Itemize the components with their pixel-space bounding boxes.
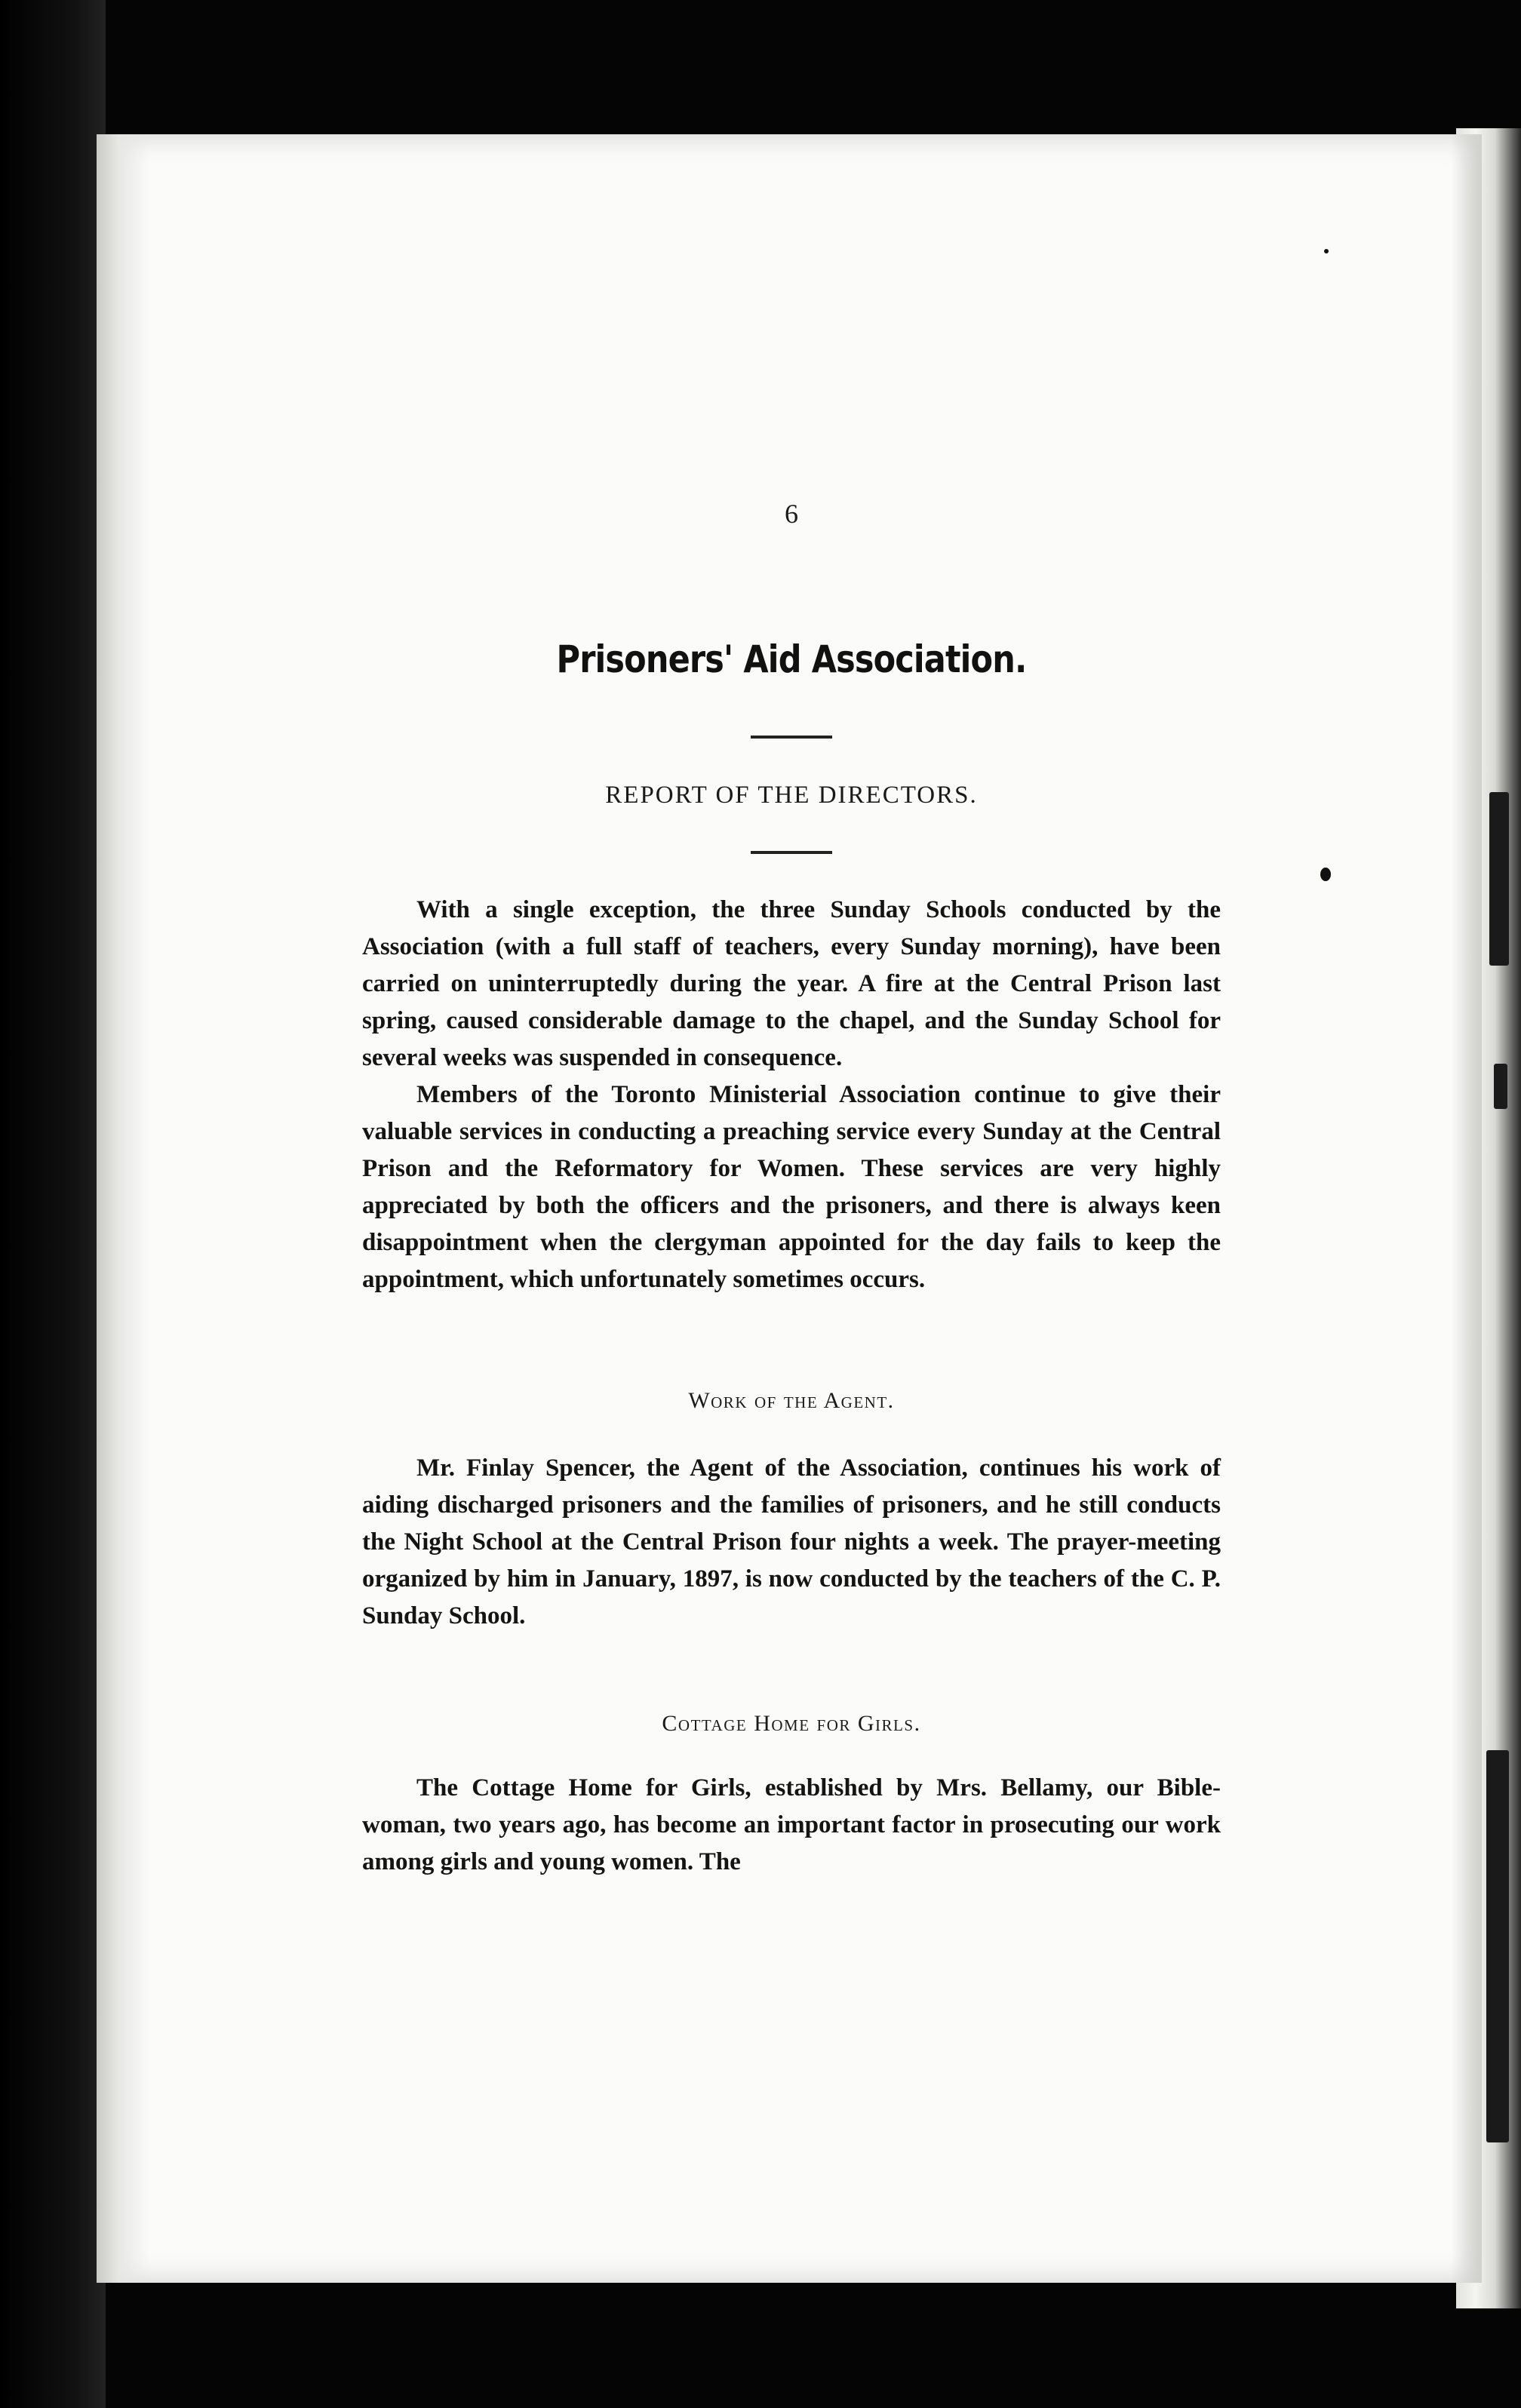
intro-text-block	[362, 892, 1221, 1298]
ink-spot	[1324, 249, 1329, 253]
page-title: Prisoners' Aid Association.	[556, 637, 1027, 681]
page-subtitle: REPORT OF THE DIRECTORS.	[605, 782, 978, 809]
paragraph: The Cottage Home for Girls, established by Mrs. Bellamy, our Bible-woman, two years ago, has become an important factor in prosecuting our work among girls and young women. The	[362, 1774, 1221, 1875]
paragraph: Mr. Finlay Spencer, the Agent of the Association, continues his work of aiding discharged prisoners and the families of prisoners, and he still conducts the Night School at the Central Prison four nights a week. The prayer-meeting organized by him in January, 1897, is now conducted by the teachers of the C. P. Sunday School.	[362, 1454, 1221, 1629]
paragraph: With a single exception, the three Sunday Schools conducted by the Association (with a full staff of teachers, every Sunday morning), have been carried on uninterruptedly during the year. A fire at the Central Prison last spring, caused considerable damage to the chapel, and the Sunday School for several weeks was suspended in consequence.	[362, 896, 1221, 1071]
binding-shadow	[1489, 792, 1509, 966]
cottage-text-block	[362, 1770, 1221, 1881]
page-edge-shadow	[97, 134, 149, 2283]
agent-text-block	[362, 1450, 1221, 1635]
divider-rule	[751, 851, 832, 854]
binding-shadow	[1486, 1750, 1509, 2142]
binding-shadow	[1494, 1064, 1507, 1109]
paragraph: Members of the Toronto Ministerial Association continue to give their valuable services in conducting a preaching service every Sunday at the Central Prison and the Reformatory for Women. These services are very highly appreciated by both the officers and the prisoners, and there is always keen disappointment when the clergyman appointed for the day fails to keep the appointment, which unfortunately sometimes occurs.	[362, 1081, 1221, 1293]
ink-spot	[1320, 868, 1331, 881]
section-heading-work-of-agent: Work of the Agent.	[688, 1388, 895, 1413]
section-heading-cottage-home: Cottage Home for Girls.	[662, 1711, 921, 1736]
page-number: 6	[785, 499, 798, 529]
divider-rule	[751, 736, 832, 739]
page-edge-shadow	[1452, 134, 1482, 2283]
scan-background-left	[0, 0, 106, 2408]
